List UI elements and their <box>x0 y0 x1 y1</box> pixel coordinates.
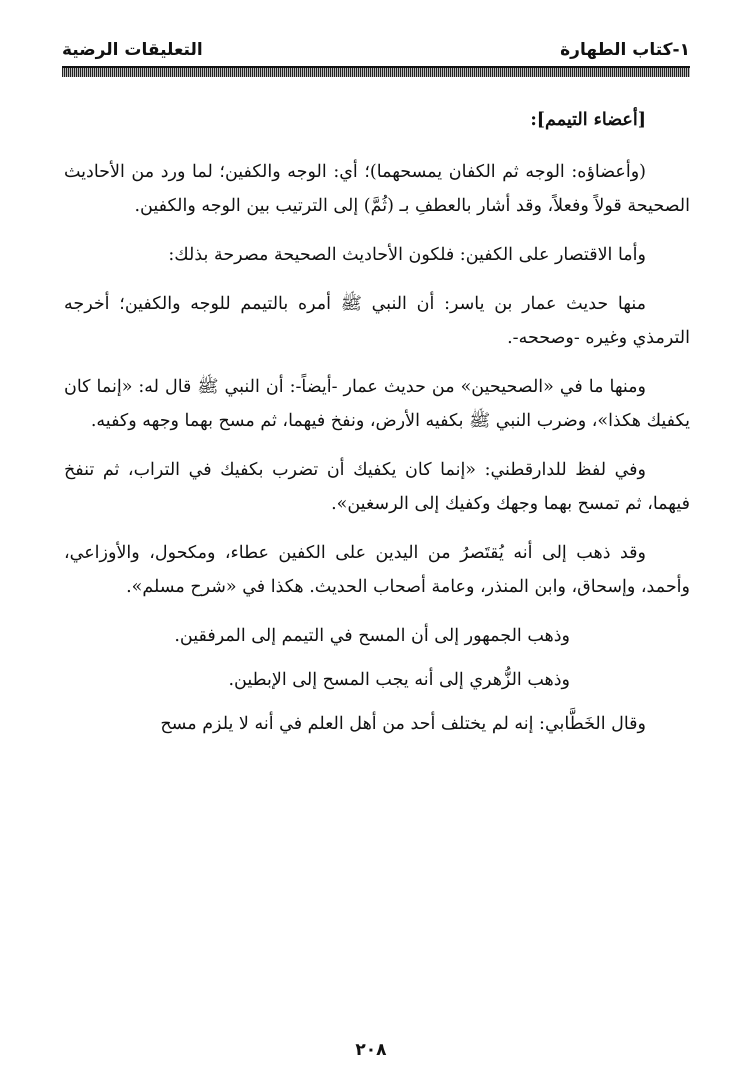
paragraph: وقد ذهب إلى أنه يُقتَصرُ من اليدين على الكفين عطاء، ومكحول، والأوزاعي، وأحمد، وإسحاق، وابن المنذر، وعامة أصحاب الحديث. هكذا في «شرح مسلم». <box>64 543 690 597</box>
book-title: التعليقات الرضية <box>62 40 203 60</box>
page-body <box>64 103 690 756</box>
paragraph: وفي لفظ للدارقطني: «إنما كان يكفيك أن تضرب بكفيك في التراب، ثم تنفخ فيهما، ثم تمسح بهما وجهك وكفيك إلى الرسغين». <box>64 460 690 514</box>
page-number: ٢٠٨ <box>355 1040 387 1060</box>
header-rule <box>62 66 690 77</box>
paragraph: منها حديث عمار بن ياسر: أن النبي ﷺ أمره بالتيمم للوجه والكفين؛ أخرجه الترمذي وغيره -وصححه-. <box>64 294 690 348</box>
chapter-title: ١-كتاب الطهارة <box>560 40 690 60</box>
section-heading: [أعضاء التيمم]: <box>530 110 646 130</box>
paragraph: وذهب الجمهور إلى أن المسح في التيمم إلى المرفقين. <box>174 626 570 646</box>
running-header <box>62 36 690 64</box>
paragraph: وقال الخَطَّابي: إنه لم يختلف أحد من أهل العلم في أنه لا يلزم مسح <box>160 714 646 734</box>
paragraph: وأما الاقتصار على الكفين: فلكون الأحاديث الصحيحة مصرحة بذلك: <box>168 245 646 265</box>
paragraph: ومنها ما في «الصحيحين» من حديث عمار -أيضاً-: أن النبي ﷺ قال له: «إنما كان يكفيك هكذا»، وضرب النبي ﷺ بكفيه الأرض، ونفخ فيهما، ثم مسح بهما وجهه وكفيه. <box>64 377 690 431</box>
paragraph: وذهب الزُّهري إلى أنه يجب المسح إلى الإبطين. <box>228 670 570 690</box>
paragraph: (وأعضاؤه: الوجه ثم الكفان يمسحهما)؛ أي: الوجه والكفين؛ لما ورد من الأحاديث الصحيحة قولاً وفعلاً، وقد أشار بالعطفِ بـ (ثُمَّ) إلى الترتيب بين الوجه والكفين. <box>64 162 690 216</box>
